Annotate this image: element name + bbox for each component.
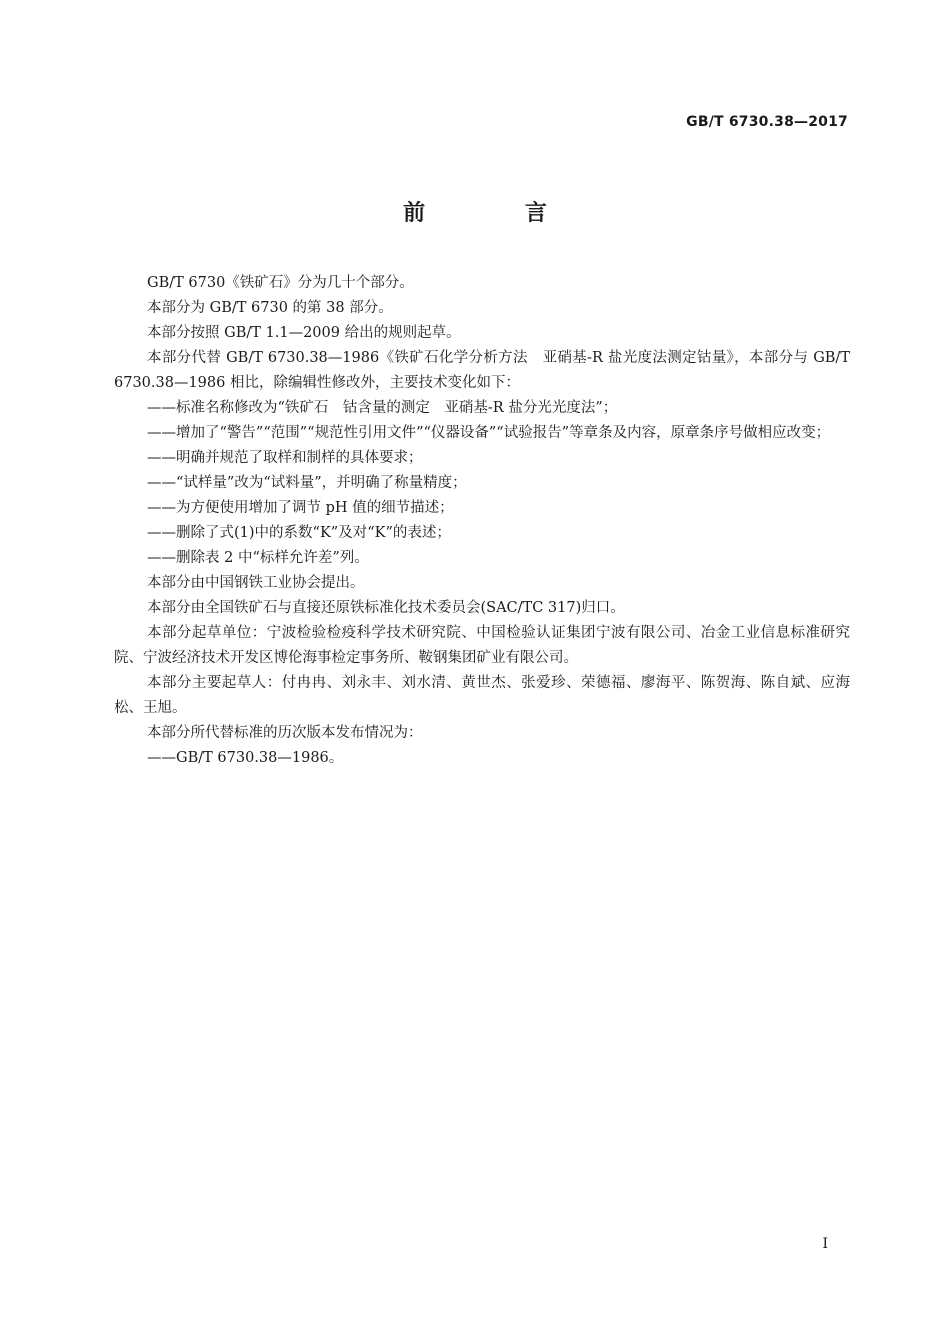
document-body [114,271,850,771]
paragraph-replacement: 本部分代替 GB/T 6730.38—1986《铁矿石化学分析方法 亚硝基-R 盐光度法测定钴量》，本部分与 GB/T 6730.38—1986 相比，除编辑性修改外，主要技术变化如下： [114,350,850,391]
paragraph-drafters: 本部分主要起草人：付冉冉、刘永丰、刘水清、黄世杰、张爱珍、荣德福、廖海平、陈贺海、陈自斌、应海松、王旭。 [114,675,850,716]
change-item: ——删除了式(1)中的系数“K”及对“K”的表述； [147,525,451,541]
page-number: I [822,1236,828,1252]
paragraph-history-intro: 本部分所代替标准的历次版本发布情况为： [147,725,423,741]
page-title: 前 言 [403,201,593,226]
paragraph-proposer: 本部分由中国钢铁工业协会提出。 [147,575,365,591]
change-item: ——增加了“警告”“范围”“规范性引用文件”“仪器设备”“试验报告”等章条及内容，原章条序号做相应改变； [147,425,831,441]
paragraph-administrator: 本部分由全国铁矿石与直接还原铁标准化技术委员会(SAC/TC 317)归口。 [147,600,625,616]
paragraph-drafting-rules: 本部分按照 GB/T 1.1—2009 给出的规则起草。 [147,325,461,341]
paragraph-part-number: 本部分为 GB/T 6730 的第 38 部分。 [147,300,393,316]
change-item: ——标准名称修改为“铁矿石 钴含量的测定 亚硝基-R 盐分光光度法”； [147,400,618,416]
change-item: ——删除表 2 中“标样允许差”列。 [147,550,369,566]
change-item: ——明确并规范了取样和制样的具体要求； [147,450,423,466]
standard-code: GB/T 6730.38—2017 [686,114,848,130]
change-item: ——为方便使用增加了调节 pH 值的细节描述； [147,500,454,516]
change-item: ——“试样量”改为“试料量”，并明确了称量精度； [147,475,467,491]
paragraph-parts: GB/T 6730《铁矿石》分为几十个部分。 [147,275,414,291]
paragraph-drafting-units: 本部分起草单位：宁波检验检疫科学技术研究院、中国检验认证集团宁波有限公司、冶金工业信息标准研究院、宁波经济技术开发区博伦海事检定事务所、鞍钢集团矿业有限公司。 [114,625,850,666]
history-item: ——GB/T 6730.38—1986。 [147,750,344,766]
